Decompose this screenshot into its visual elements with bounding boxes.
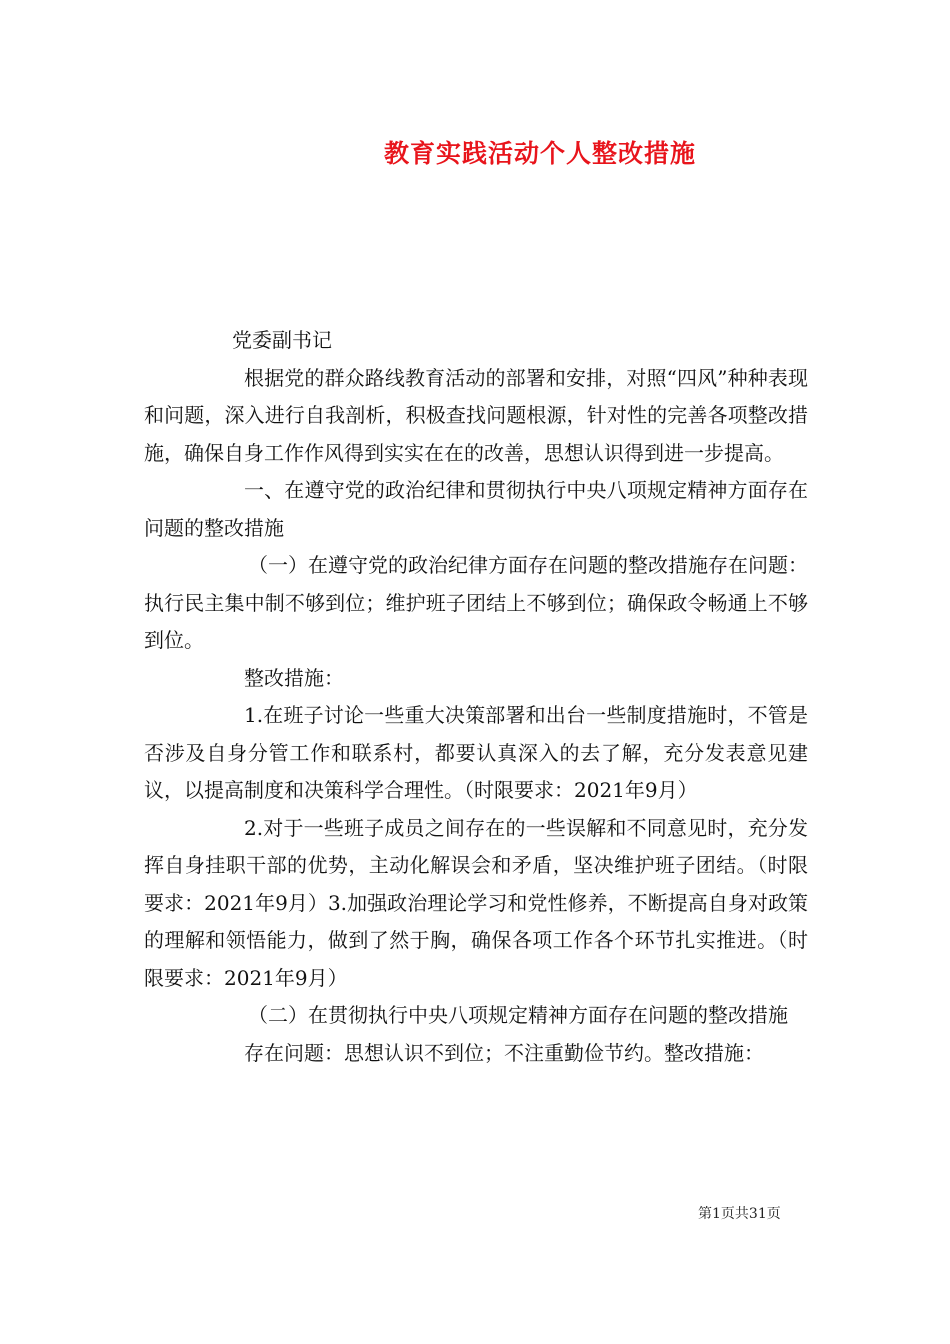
subsection-2-heading: （二）在贯彻执行中央八项规定精神方面存在问题的整改措施 (248, 1003, 788, 1027)
section-heading-1: 一、在遵守党的政治纪律和贯彻执行中央八项规定精神方面存在问题的整改措施 (144, 478, 808, 540)
intro-paragraph: 根据党的群众路线教育活动的部署和安排，对照“四风”种种表现和问题，深入进行自我剖析，积极查找问题根源，针对性的完善各项整改措施，确保自身工作作风得到实实在在的改善，思想认识得到进一步提高。 (144, 365, 808, 465)
measure-1: 1.在班子讨论一些重大决策部署和出台一些制度措施时，不管是否涉及自身分管工作和联系村，都要认真深入的去了解，充分发表意见建议，以提高制度和决策科学合理性。（时限要求：2021年9月） (144, 703, 808, 802)
subsection-2-problem: 存在问题：思想认识不到位；不注重勤俭节约。整改措施： (244, 1040, 764, 1065)
document-body (144, 322, 808, 1072)
subsection-1-problem: （一）在遵守党的政治纪律方面存在问题的整改措施存在问题：执行民主集中制不够到位；维护班子团结上不够到位；确保政令畅通上不够到位。 (144, 553, 808, 652)
document-title: 教育实践活动个人整改措施 (383, 139, 696, 168)
author-role: 党委副书记 (232, 328, 332, 352)
measure-2: 2.对于一些班子成员之间存在的一些误解和不同意见时，充分发挥自身挂职干部的优势，主动化解误会和矛盾，坚决维护班子团结。（时限要求：2021年9月）3.加强政治理论学习和党性修养，不断提高自身对政策的理解和领悟能力，做到了然于胸，确保各项工作各个环节扎实推进。（时限要求：2021年9月） (144, 815, 808, 990)
page-indicator: 第1页共31页 (698, 1206, 781, 1222)
measures-label: 整改措施： (244, 665, 344, 690)
